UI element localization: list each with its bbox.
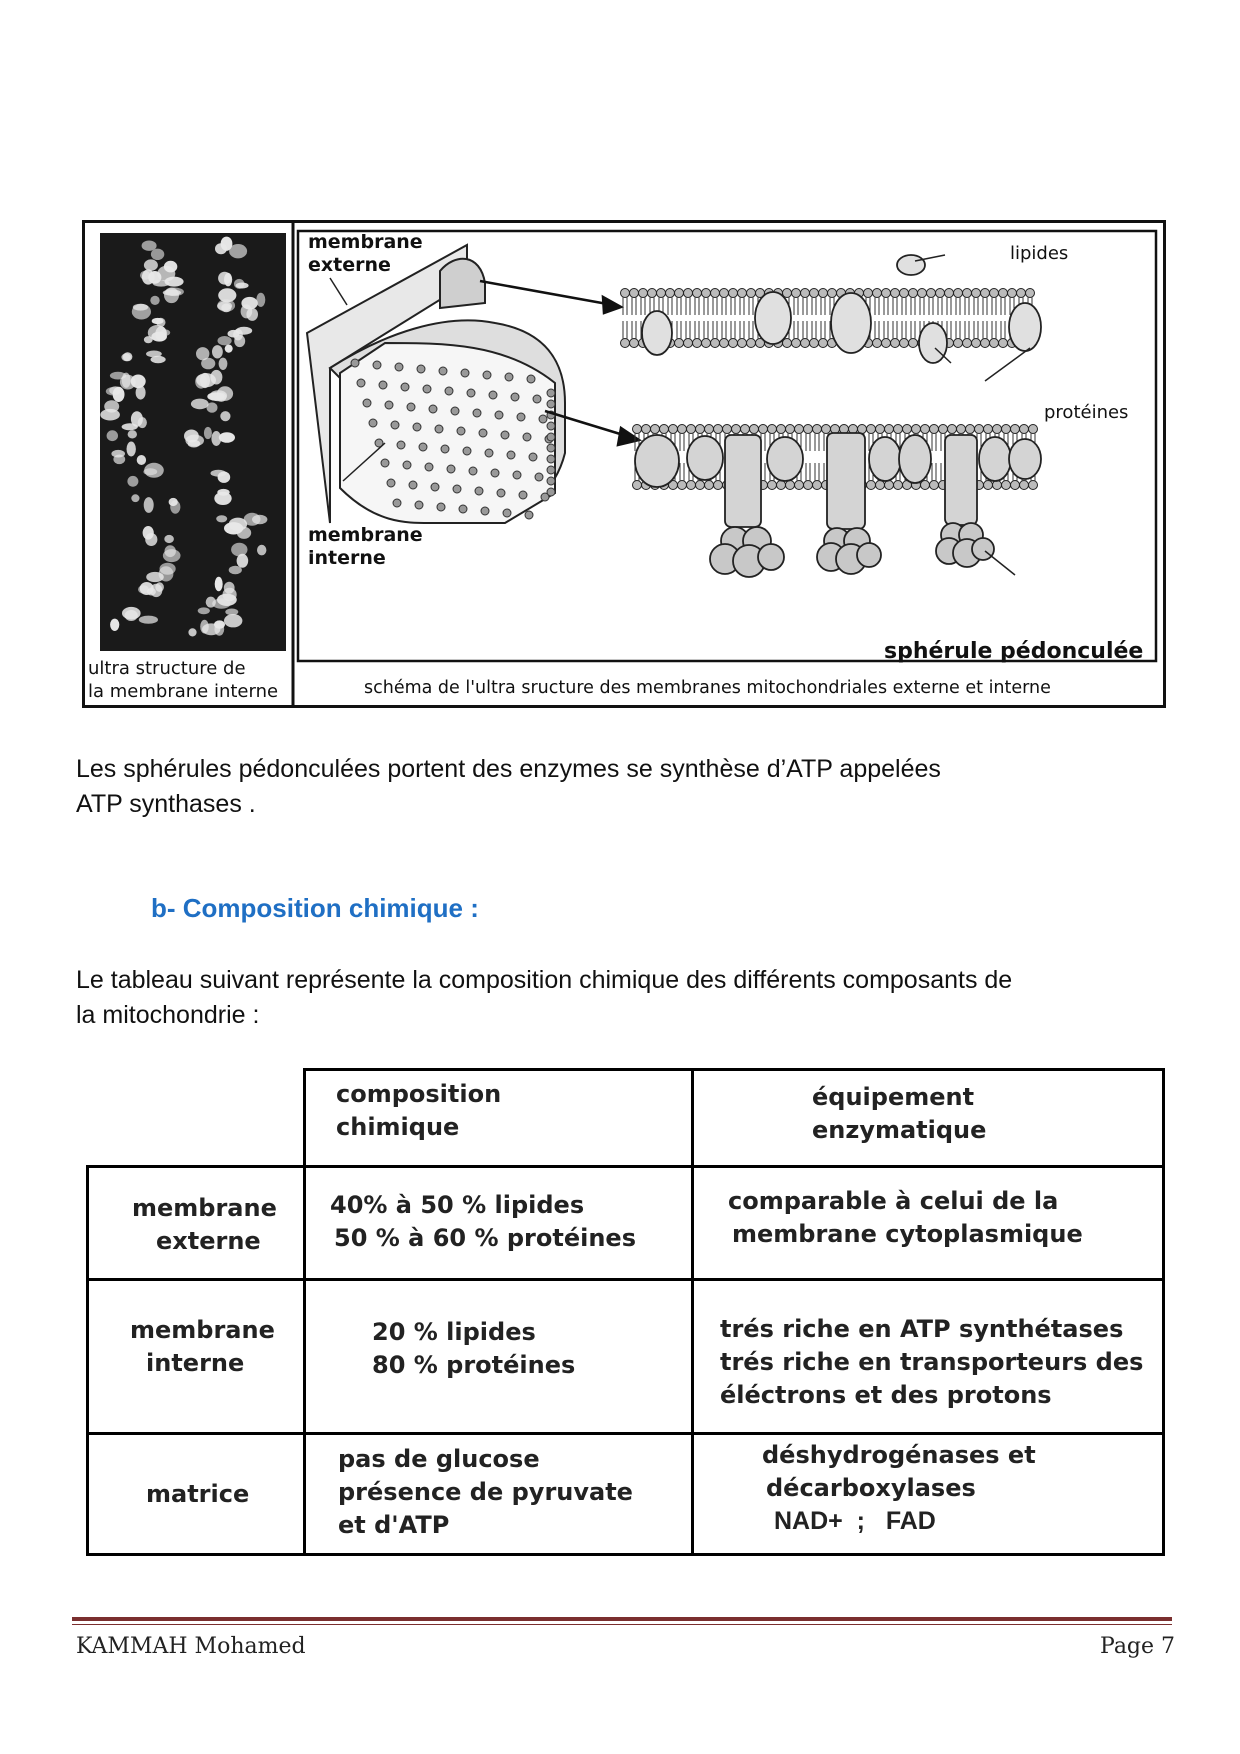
header-line: enzymatique bbox=[812, 1116, 987, 1144]
cell-line: trés riche en transporteurs des bbox=[720, 1348, 1144, 1376]
membrane-interne-bilayer bbox=[633, 425, 1042, 578]
cell-line: 20 % lipides bbox=[372, 1318, 536, 1346]
cell-line: trés riche en ATP synthétases bbox=[720, 1315, 1124, 1343]
row2-composition bbox=[372, 1316, 575, 1382]
cell-line: présence de pyruvate bbox=[338, 1478, 633, 1506]
cell-line: NAD+ ; FAD bbox=[774, 1507, 936, 1535]
row-name-membrane-interne bbox=[130, 1314, 275, 1380]
photo-caption-line1: ultra structure de bbox=[88, 658, 246, 679]
row3-equipement bbox=[762, 1439, 1036, 1538]
header-line: composition bbox=[336, 1080, 502, 1108]
cell-line: externe bbox=[156, 1227, 261, 1255]
paragraph-line: la mitochondrie : bbox=[76, 1001, 260, 1029]
cell-line: membrane cytoplasmique bbox=[732, 1220, 1083, 1248]
footer-page-number: Page 7 bbox=[1100, 1634, 1176, 1659]
header-line: chimique bbox=[336, 1113, 460, 1141]
cell-line: interne bbox=[146, 1349, 245, 1377]
section-heading-composition: b- Composition chimique : bbox=[151, 893, 479, 923]
schema-caption: schéma de l'ultra sructure des membranes mitochondriales externe et interne bbox=[364, 678, 1051, 698]
row-name-membrane-externe bbox=[132, 1192, 277, 1258]
label-membrane-interne-line2: interne bbox=[308, 547, 386, 569]
paragraph-line: Les sphérules pédonculées portent des enzymes se synthèse d’ATP appelées bbox=[76, 755, 941, 783]
label-membrane-interne-line1: membrane bbox=[308, 524, 423, 546]
photo-caption-line2: la membrane interne bbox=[88, 681, 279, 702]
paragraph-table-intro bbox=[76, 963, 1176, 1033]
row2-equipement bbox=[720, 1313, 1143, 1412]
cell-line: pas de glucose bbox=[338, 1445, 540, 1473]
folded-membrane-drawing bbox=[307, 245, 565, 523]
label-membrane-externe-line2: externe bbox=[308, 254, 391, 276]
cell-line: déshydrogénases et bbox=[762, 1441, 1036, 1469]
label-proteines: protéines bbox=[1044, 402, 1129, 423]
row1-composition bbox=[330, 1189, 636, 1255]
row-name-matrice bbox=[146, 1478, 249, 1511]
footer-author: KAMMAH Mohamed bbox=[76, 1634, 306, 1659]
paragraph-line: Le tableau suivant représente la composition chimique des différents composants de bbox=[76, 966, 1013, 994]
row3-composition bbox=[338, 1443, 633, 1542]
cell-line: comparable à celui de la bbox=[728, 1187, 1059, 1215]
mitochondria-membrane-figure bbox=[82, 220, 1166, 708]
header-composition-chimique bbox=[336, 1078, 501, 1144]
label-membrane-externe-line1: membrane bbox=[308, 231, 423, 253]
footer-rule-thin bbox=[72, 1624, 1172, 1625]
label-spherule-pedonculee: sphérule pédonculée bbox=[884, 639, 1144, 664]
membrane-externe-bilayer bbox=[621, 255, 1042, 363]
cell-line: matrice bbox=[146, 1480, 250, 1508]
cell-line: membrane bbox=[130, 1316, 275, 1344]
header-equipement-enzymatique bbox=[812, 1081, 986, 1147]
cell-line: 40% à 50 % lipides bbox=[330, 1191, 585, 1219]
paragraph-line: ATP synthases . bbox=[76, 790, 256, 818]
cell-line: éléctrons et des protons bbox=[720, 1381, 1052, 1409]
row1-equipement bbox=[728, 1185, 1083, 1251]
cell-line: 50 % à 60 % protéines bbox=[334, 1224, 636, 1252]
cell-line: décarboxylases bbox=[766, 1474, 976, 1502]
footer-rule bbox=[72, 1617, 1172, 1621]
header-line: équipement bbox=[812, 1083, 975, 1111]
label-lipides: lipides bbox=[1010, 243, 1069, 264]
paragraph-atp-synthases bbox=[76, 752, 1176, 822]
cell-line: 80 % protéines bbox=[372, 1351, 576, 1379]
figure-drawing bbox=[85, 223, 1163, 705]
cell-line: et d'ATP bbox=[338, 1511, 450, 1539]
cell-line: membrane bbox=[132, 1194, 277, 1222]
spherule-heads bbox=[710, 523, 994, 577]
